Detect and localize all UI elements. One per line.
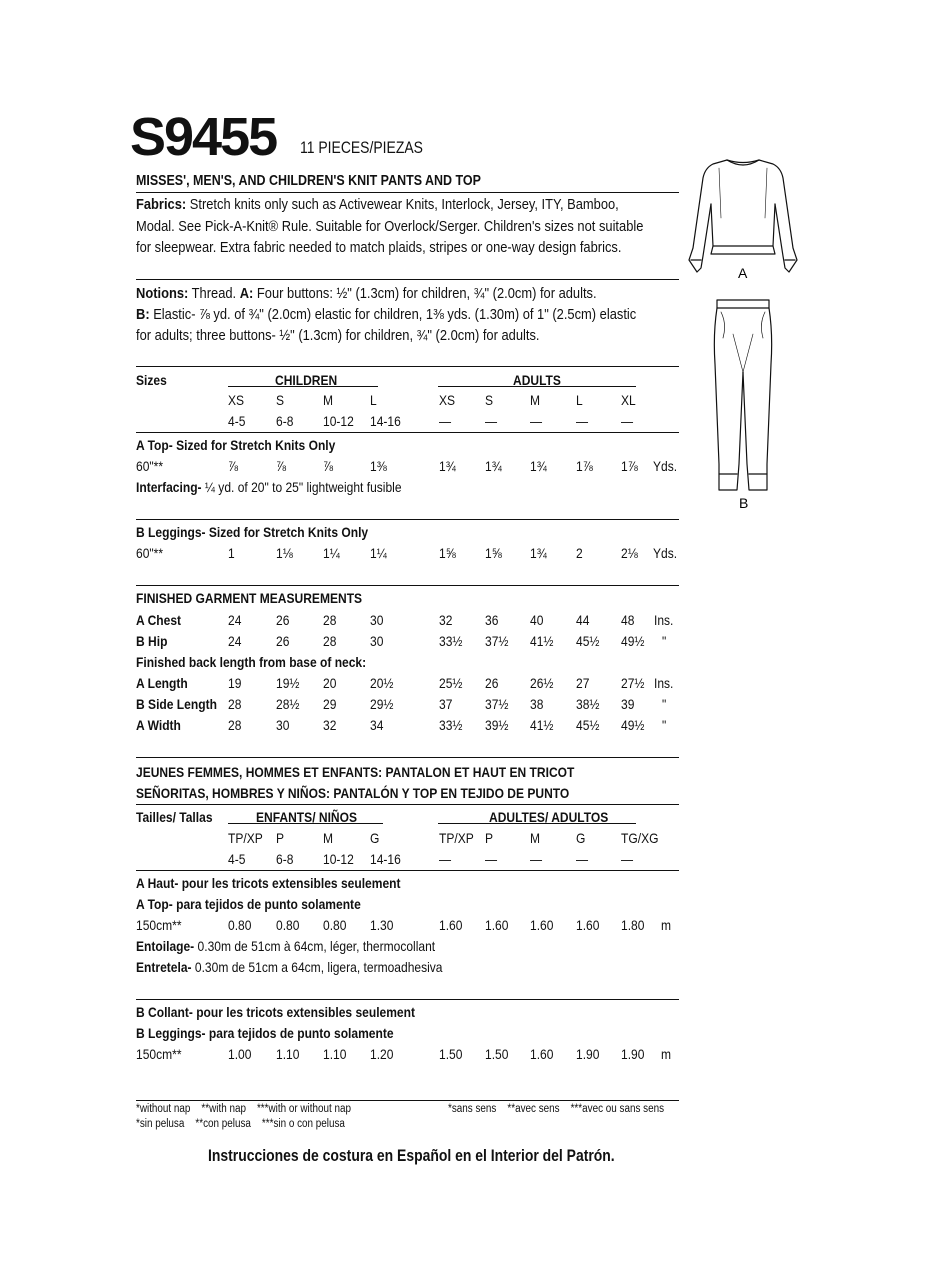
measurement-value: 38 [530,696,544,712]
table-cell: — [530,851,543,867]
title-fr: JEUNES FEMMES, HOMMES ET ENFANTS: PANTALON ET HAUT EN TRICOT [136,764,575,780]
measurement-value: 19 [228,675,242,691]
measurement-value: 41½ [530,717,554,733]
measurement-value: 30 [276,717,290,733]
table-cell: — [485,851,498,867]
top-sketch [683,148,803,298]
table-cell: 1.30 [370,917,394,933]
measurement-value: 32 [323,717,337,733]
measurement-label: A Width [136,717,181,733]
table-cell: 1.20 [370,1046,394,1062]
table-cell: 1⅞ [576,458,593,474]
measurement-unit: " [662,717,667,733]
table-cell: ⅞ [323,458,334,474]
fabrics-line-3: for sleepwear. Extra fabric needed to match plaids, stripes or one-way design fabrics. [136,239,622,256]
measurement-value: 28½ [276,696,300,712]
table-cell: 1⅝ [439,545,456,561]
table-cell: M [530,392,541,408]
measurement-label: B Hip [136,633,168,649]
measurement-value: 20½ [370,675,394,691]
table-cell: 0.80 [323,917,347,933]
table-cell: ⅞ [228,458,239,474]
table-cell: — [576,413,589,429]
measurement-unit: " [662,633,667,649]
table-cell: M [323,830,334,846]
spanish-instructions-note: Instrucciones de costura en Español en el Interior del Patrón. [208,1146,615,1165]
title-es: SEÑORITAS, HOMBRES Y NIÑOS: PANTALÓN Y TOP EN TEJIDO DE PUNTO [136,785,570,801]
top-heading: A Top- Sized for Stretch Knits Only [136,437,336,453]
table-cell: 1¼ [323,545,340,561]
notions-a-label: A: [239,285,254,302]
notions-label: Notions: [136,285,189,302]
measurement-value: 27 [576,675,590,691]
fabrics-text-1: Stretch knits only such as Activewear Knits, Interlock, Jersey, ITY, Bamboo, [189,196,619,213]
footnote-en: *without nap **with nap ***with or without nap [136,1103,351,1115]
measurement-value: 49½ [621,717,645,733]
table-cell: 0.80 [228,917,252,933]
measurement-value: 26½ [530,675,554,691]
entretela-line [136,959,443,975]
table-cell: S [485,392,494,408]
sketch-a-label: A [738,265,748,281]
table-cell: 1⅛ [276,545,293,561]
measurement-unit: " [662,696,667,712]
measurement-value: 25½ [439,675,463,691]
footnote-es: *sin pelusa **con pelusa ***sin o con pelusa [136,1118,345,1130]
measurement-value: 48 [621,612,635,628]
table-cell: 6-8 [276,413,294,429]
table-cell: 1.60 [485,917,509,933]
measurement-value: 45½ [576,717,600,733]
measurement-value: 30 [370,633,384,649]
measurement-value: 29 [323,696,337,712]
measurement-value: 28 [323,633,337,649]
table-cell: 1¾ [439,458,456,474]
measurement-value: 32 [439,612,453,628]
fabrics-line-2: Modal. See Pick-A-Knit® Rule. Suitable for Overlock/Serger. Children's sizes not suitable [136,218,644,235]
table-cell: — [439,413,452,429]
top-unit: Yds. [653,458,678,474]
table-cell: 10-12 [323,851,354,867]
table-cell: TG/XG [621,830,659,846]
table-cell: 1.90 [576,1046,600,1062]
table-cell: 2 [576,545,583,561]
measurement-value: 37 [439,696,453,712]
measurement-value: 30 [370,612,384,628]
table-cell: 4-5 [228,851,246,867]
top-intl-unit: m [661,917,672,933]
measurement-value: 49½ [621,633,645,649]
sizes-label: Sizes [136,372,167,388]
measurement-value: 33½ [439,633,463,649]
measurement-value: 26 [276,633,290,649]
measurement-value: 40 [530,612,544,628]
measurement-unit: Ins. [654,612,674,628]
interfacing-line [136,479,402,495]
measurement-label: A Chest [136,612,182,628]
measurement-unit: Ins. [654,675,674,691]
leggings-unit: Yds. [653,545,678,561]
finished-heading: FINISHED GARMENT MEASUREMENTS [136,590,363,606]
enfants-heading: ENFANTS/ NIÑOS [256,809,358,825]
table-cell: P [276,830,285,846]
table-cell: G [370,830,380,846]
table-cell: — [576,851,589,867]
table-cell: 0.80 [276,917,300,933]
measurement-value: 41½ [530,633,554,649]
entretela-label: Entretela- [136,959,192,975]
entoilage-text: 0.30m de 51cm à 64cm, léger, thermocollant [197,938,436,954]
measurement-value: 39½ [485,717,509,733]
fabrics-line-1 [136,196,619,213]
measurement-value: 28 [228,717,242,733]
notions-thread: Thread. [191,285,237,302]
table-cell: 1.90 [621,1046,645,1062]
table-cell: 1.00 [228,1046,252,1062]
measurement-label: B Side Length [136,696,217,712]
interfacing-text: ¼ yd. of 20" to 25" lightweight fusible [204,479,402,495]
table-cell: 1.60 [576,917,600,933]
table-cell: L [370,392,377,408]
table-cell: — [530,413,543,429]
table-cell: P [485,830,494,846]
tailles-label: Tailles/ Tallas [136,809,213,825]
table-cell: 1⅜ [370,458,387,474]
adultes-heading: ADULTES/ ADULTOS [489,809,609,825]
measurement-value: 26 [276,612,290,628]
footnote-fr: *sans sens **avec sens ***avec ou sans sens [448,1103,665,1115]
notions-line-2 [136,306,636,323]
table-cell: S [276,392,285,408]
table-cell: 1⅞ [621,458,638,474]
table-cell: 1¾ [485,458,502,474]
leggings-heading: B Leggings- Sized for Stretch Knits Only [136,524,369,540]
garment-title: MISSES', MEN'S, AND CHILDREN'S KNIT PANTS AND TOP [136,173,481,189]
entoilage-label: Entoilage- [136,938,195,954]
leggings-width: 60"** [136,545,164,561]
table-cell: G [576,830,586,846]
table-cell: 1.80 [621,917,645,933]
measurement-value: 45½ [576,633,600,649]
top-heading-es: A Top- para tejidos de punto solamente [136,896,361,912]
table-cell: M [530,830,541,846]
table-cell: 1⅝ [485,545,502,561]
collant-heading-fr: B Collant- pour les tricots extensibles seulement [136,1004,416,1020]
measurement-value: 24 [228,633,242,649]
measurement-value: 20 [323,675,337,691]
table-cell: 4-5 [228,413,246,429]
notions-elastic: Elastic- ⅞ yd. of ¾" (2.0cm) elastic for children, 1⅜ yds. (1.30m) of 1" (2.5cm) elastic [153,306,637,323]
table-cell: XS [439,392,456,408]
measurement-value: 36 [485,612,499,628]
table-cell: 1¼ [370,545,387,561]
table-cell: 14-16 [370,413,401,429]
table-cell: — [439,851,452,867]
table-cell: 1.10 [323,1046,347,1062]
measurement-value: 26 [485,675,499,691]
measurement-value: 24 [228,612,242,628]
table-cell: 1.60 [530,1046,554,1062]
table-cell: 1.10 [276,1046,300,1062]
table-cell: ⅞ [276,458,287,474]
measurement-value: 28 [323,612,337,628]
table-cell: 6-8 [276,851,294,867]
measurement-value: 28 [228,696,242,712]
measurement-value: 37½ [485,696,509,712]
fabrics-label: Fabrics: [136,196,187,213]
table-cell: — [621,851,634,867]
pattern-number: S9455 [130,107,277,167]
measurement-value: 44 [576,612,590,628]
top-intl-width: 150cm** [136,917,182,933]
haut-heading-fr: A Haut- pour les tricots extensibles seulement [136,875,401,891]
table-cell: M [323,392,334,408]
measurement-value: 29½ [370,696,394,712]
table-cell: 1.50 [485,1046,509,1062]
table-cell: 1.50 [439,1046,463,1062]
table-cell: — [621,413,634,429]
piece-count: 11 PIECES/PIEZAS [300,138,423,157]
children-heading: CHILDREN [275,372,338,388]
table-cell: 1.60 [439,917,463,933]
measurement-value: 39 [621,696,635,712]
measurement-value: 27½ [621,675,645,691]
measurement-value: 34 [370,717,384,733]
table-cell: L [576,392,583,408]
table-cell: 2⅛ [621,545,638,561]
entoilage-line [136,938,435,954]
table-cell: 10-12 [323,413,354,429]
table-cell: XS [228,392,245,408]
measurement-value: 38½ [576,696,600,712]
notions-b-label: B: [136,306,150,323]
table-cell: TP/XP [439,830,474,846]
measurement-value: 19½ [276,675,300,691]
back-length-note: Finished back length from base of neck: [136,654,367,670]
measurement-value: 37½ [485,633,509,649]
entretela-text: 0.30m de 51cm a 64cm, ligera, termoadhesiva [194,959,443,975]
table-cell: 1 [228,545,235,561]
measurement-value: 33½ [439,717,463,733]
top-width: 60"** [136,458,164,474]
table-cell: XL [621,392,636,408]
table-cell: 14-16 [370,851,401,867]
leggings-sketch [703,294,783,514]
notions-line-3: for adults; three buttons- ½" (1.3cm) for children, ¾" (2.0cm) for adults. [136,327,540,344]
notions-line-1 [136,285,597,302]
table-cell: — [485,413,498,429]
table-cell: 1¾ [530,458,547,474]
measurement-label: A Length [136,675,188,691]
leggings-intl-unit: m [661,1046,672,1062]
table-cell: 1.60 [530,917,554,933]
table-cell: TP/XP [228,830,263,846]
leggings-intl-width: 150cm** [136,1046,182,1062]
notions-buttons: Four buttons: ½" (1.3cm) for children, ¾" (2.0cm) for adults. [256,285,597,302]
table-cell: 1¾ [530,545,547,561]
leggings-heading-es: B Leggings- para tejidos de punto solamente [136,1025,394,1041]
adults-heading: ADULTS [513,372,561,388]
interfacing-label: Interfacing- [136,479,202,495]
sketch-b-label: B [739,495,749,511]
